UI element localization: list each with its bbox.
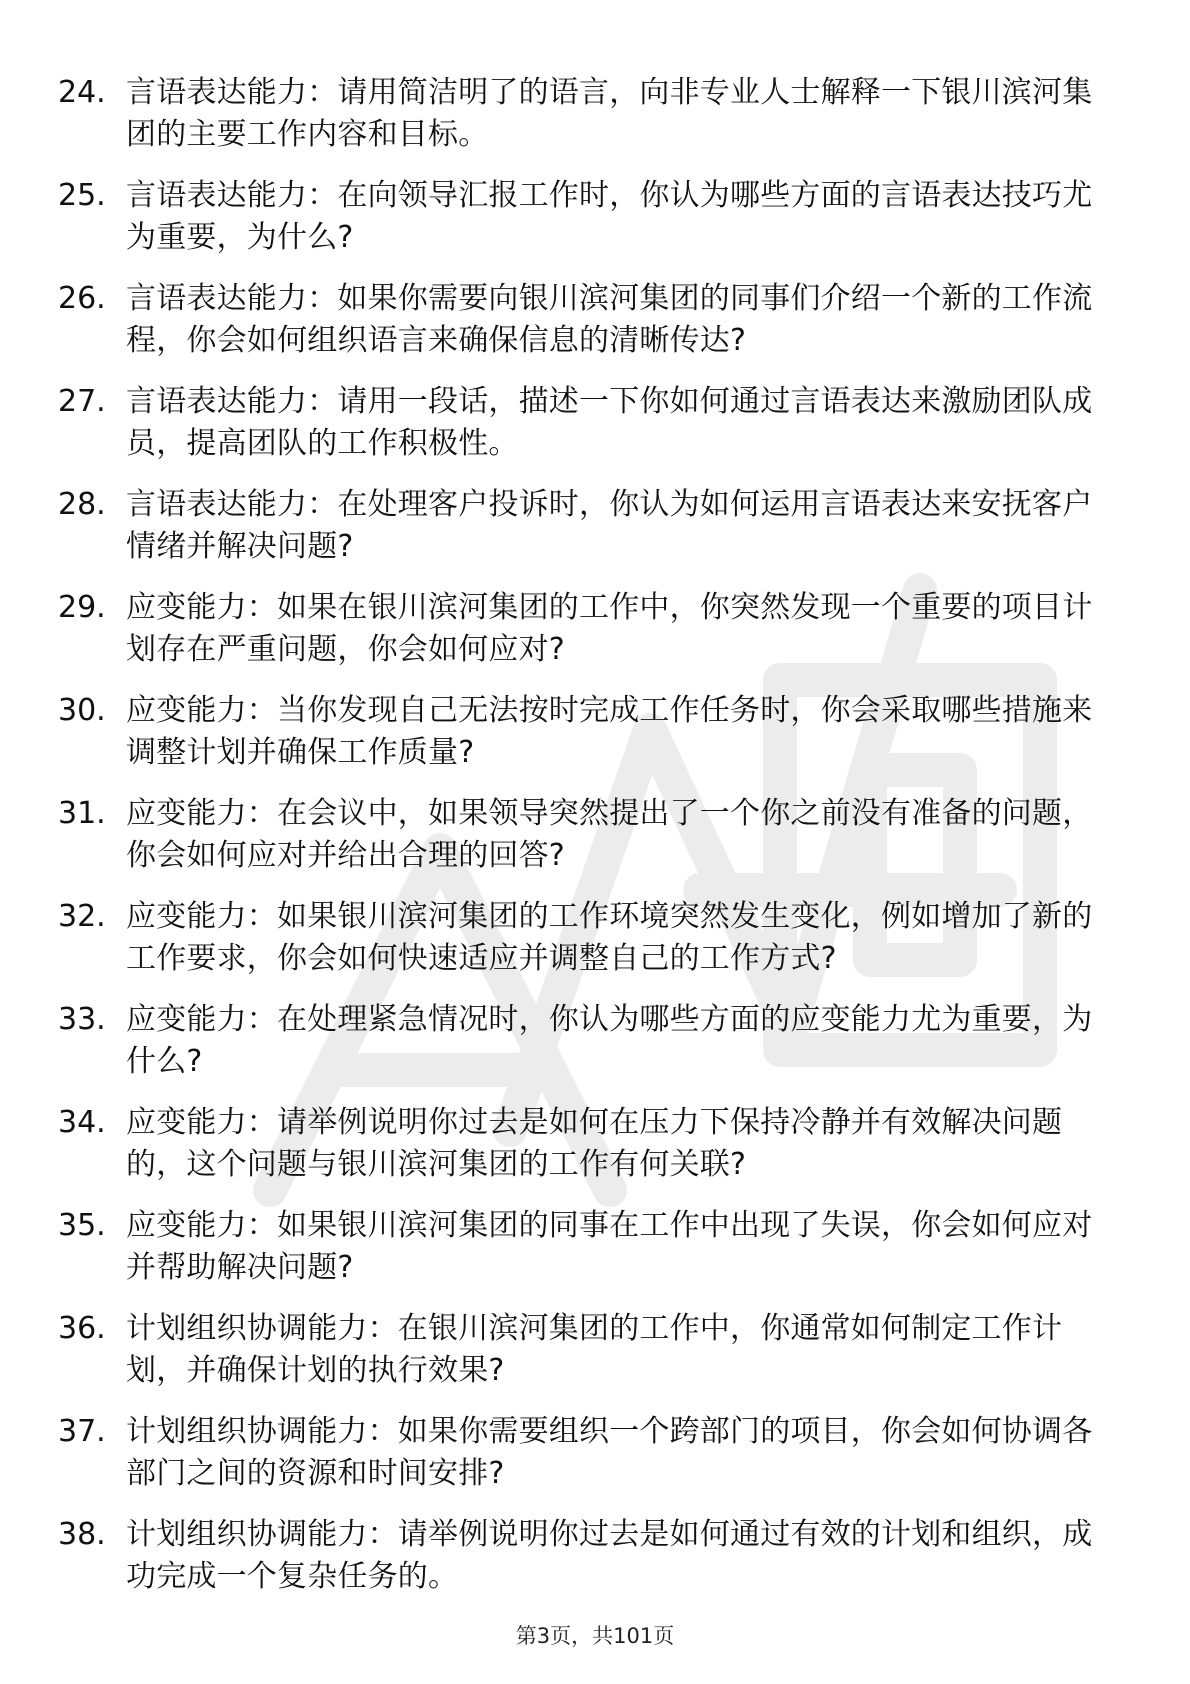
question-number: 28.: [58, 487, 106, 522]
question-text: 计划组织协调能力：在银川滨河集团的工作中，你通常如何制定工作计划，并确保计划的执行效果?: [126, 1311, 1063, 1388]
question-item: [0, 793, 1190, 896]
question-item: [0, 1411, 1190, 1514]
question-item: [0, 999, 1190, 1102]
question-item: [0, 381, 1190, 484]
question-text: 应变能力：在处理紧急情况时，你认为哪些方面的应变能力尤为重要，为什么?: [126, 1002, 1093, 1079]
question-number: 27.: [58, 384, 106, 419]
question-text: 计划组织协调能力：如果你需要组织一个跨部门的项目，你会如何协调各部门之间的资源和时间安排?: [126, 1414, 1093, 1491]
question-item: [0, 1205, 1190, 1308]
question-item: [0, 690, 1190, 793]
question-number: 25.: [58, 178, 106, 213]
question-item: [0, 484, 1190, 587]
question-number: 33.: [58, 1002, 106, 1037]
question-number: 36.: [58, 1311, 106, 1346]
question-text: 言语表达能力：在向领导汇报工作时，你认为哪些方面的言语表达技巧尤为重要，为什么?: [126, 178, 1093, 255]
question-number: 24.: [58, 75, 106, 110]
question-number: 31.: [58, 796, 106, 831]
question-text: 应变能力：如果在银川滨河集团的工作中，你突然发现一个重要的项目计划存在严重问题，你会如何应对?: [126, 590, 1093, 667]
question-text: 应变能力：请举例说明你过去是如何在压力下保持冷静并有效解决问题的，这个问题与银川滨河集团的工作有何关联?: [126, 1105, 1063, 1182]
question-item: [0, 587, 1190, 690]
question-number: 29.: [58, 590, 106, 625]
question-text: 言语表达能力：请用简洁明了的语言，向非专业人士解释一下银川滨河集团的主要工作内容和目标。: [126, 75, 1093, 152]
question-text: 应变能力：如果银川滨河集团的同事在工作中出现了失误，你会如何应对并帮助解决问题?: [126, 1208, 1093, 1285]
question-text: 言语表达能力：请用一段话，描述一下你如何通过言语表达来激励团队成员，提高团队的工作积极性。: [126, 384, 1093, 461]
question-item: [0, 1102, 1190, 1205]
question-number: 37.: [58, 1414, 106, 1449]
question-text: 言语表达能力：在处理客户投诉时，你认为如何运用言语表达来安抚客户情绪并解决问题?: [126, 487, 1093, 564]
question-item: [0, 1308, 1190, 1411]
question-text: 应变能力：在会议中，如果领导突然提出了一个你之前没有准备的问题，你会如何应对并给出合理的回答?: [126, 796, 1093, 873]
question-item: [0, 1514, 1190, 1617]
question-item: [0, 278, 1190, 381]
question-number: 38.: [58, 1517, 106, 1552]
question-item: [0, 72, 1190, 175]
question-list: [0, 72, 1190, 1617]
question-text: 应变能力：当你发现自己无法按时完成工作任务时，你会采取哪些措施来调整计划并确保工作质量?: [126, 693, 1093, 770]
question-item: [0, 175, 1190, 278]
question-text: 言语表达能力：如果你需要向银川滨河集团的同事们介绍一个新的工作流程，你会如何组织语言来确保信息的清晰传达?: [126, 281, 1093, 358]
question-number: 35.: [58, 1208, 106, 1243]
question-number: 32.: [58, 899, 106, 934]
question-text: 计划组织协调能力：请举例说明你过去是如何通过有效的计划和组织，成功完成一个复杂任务的。: [126, 1517, 1093, 1594]
question-item: [0, 896, 1190, 999]
page-number-footer: 第3页，共101页: [515, 1624, 675, 1648]
question-number: 34.: [58, 1105, 106, 1140]
question-text: 应变能力：如果银川滨河集团的工作环境突然发生变化，例如增加了新的工作要求，你会如何快速适应并调整自己的工作方式?: [126, 899, 1093, 976]
question-number: 30.: [58, 693, 106, 728]
question-number: 26.: [58, 281, 106, 316]
